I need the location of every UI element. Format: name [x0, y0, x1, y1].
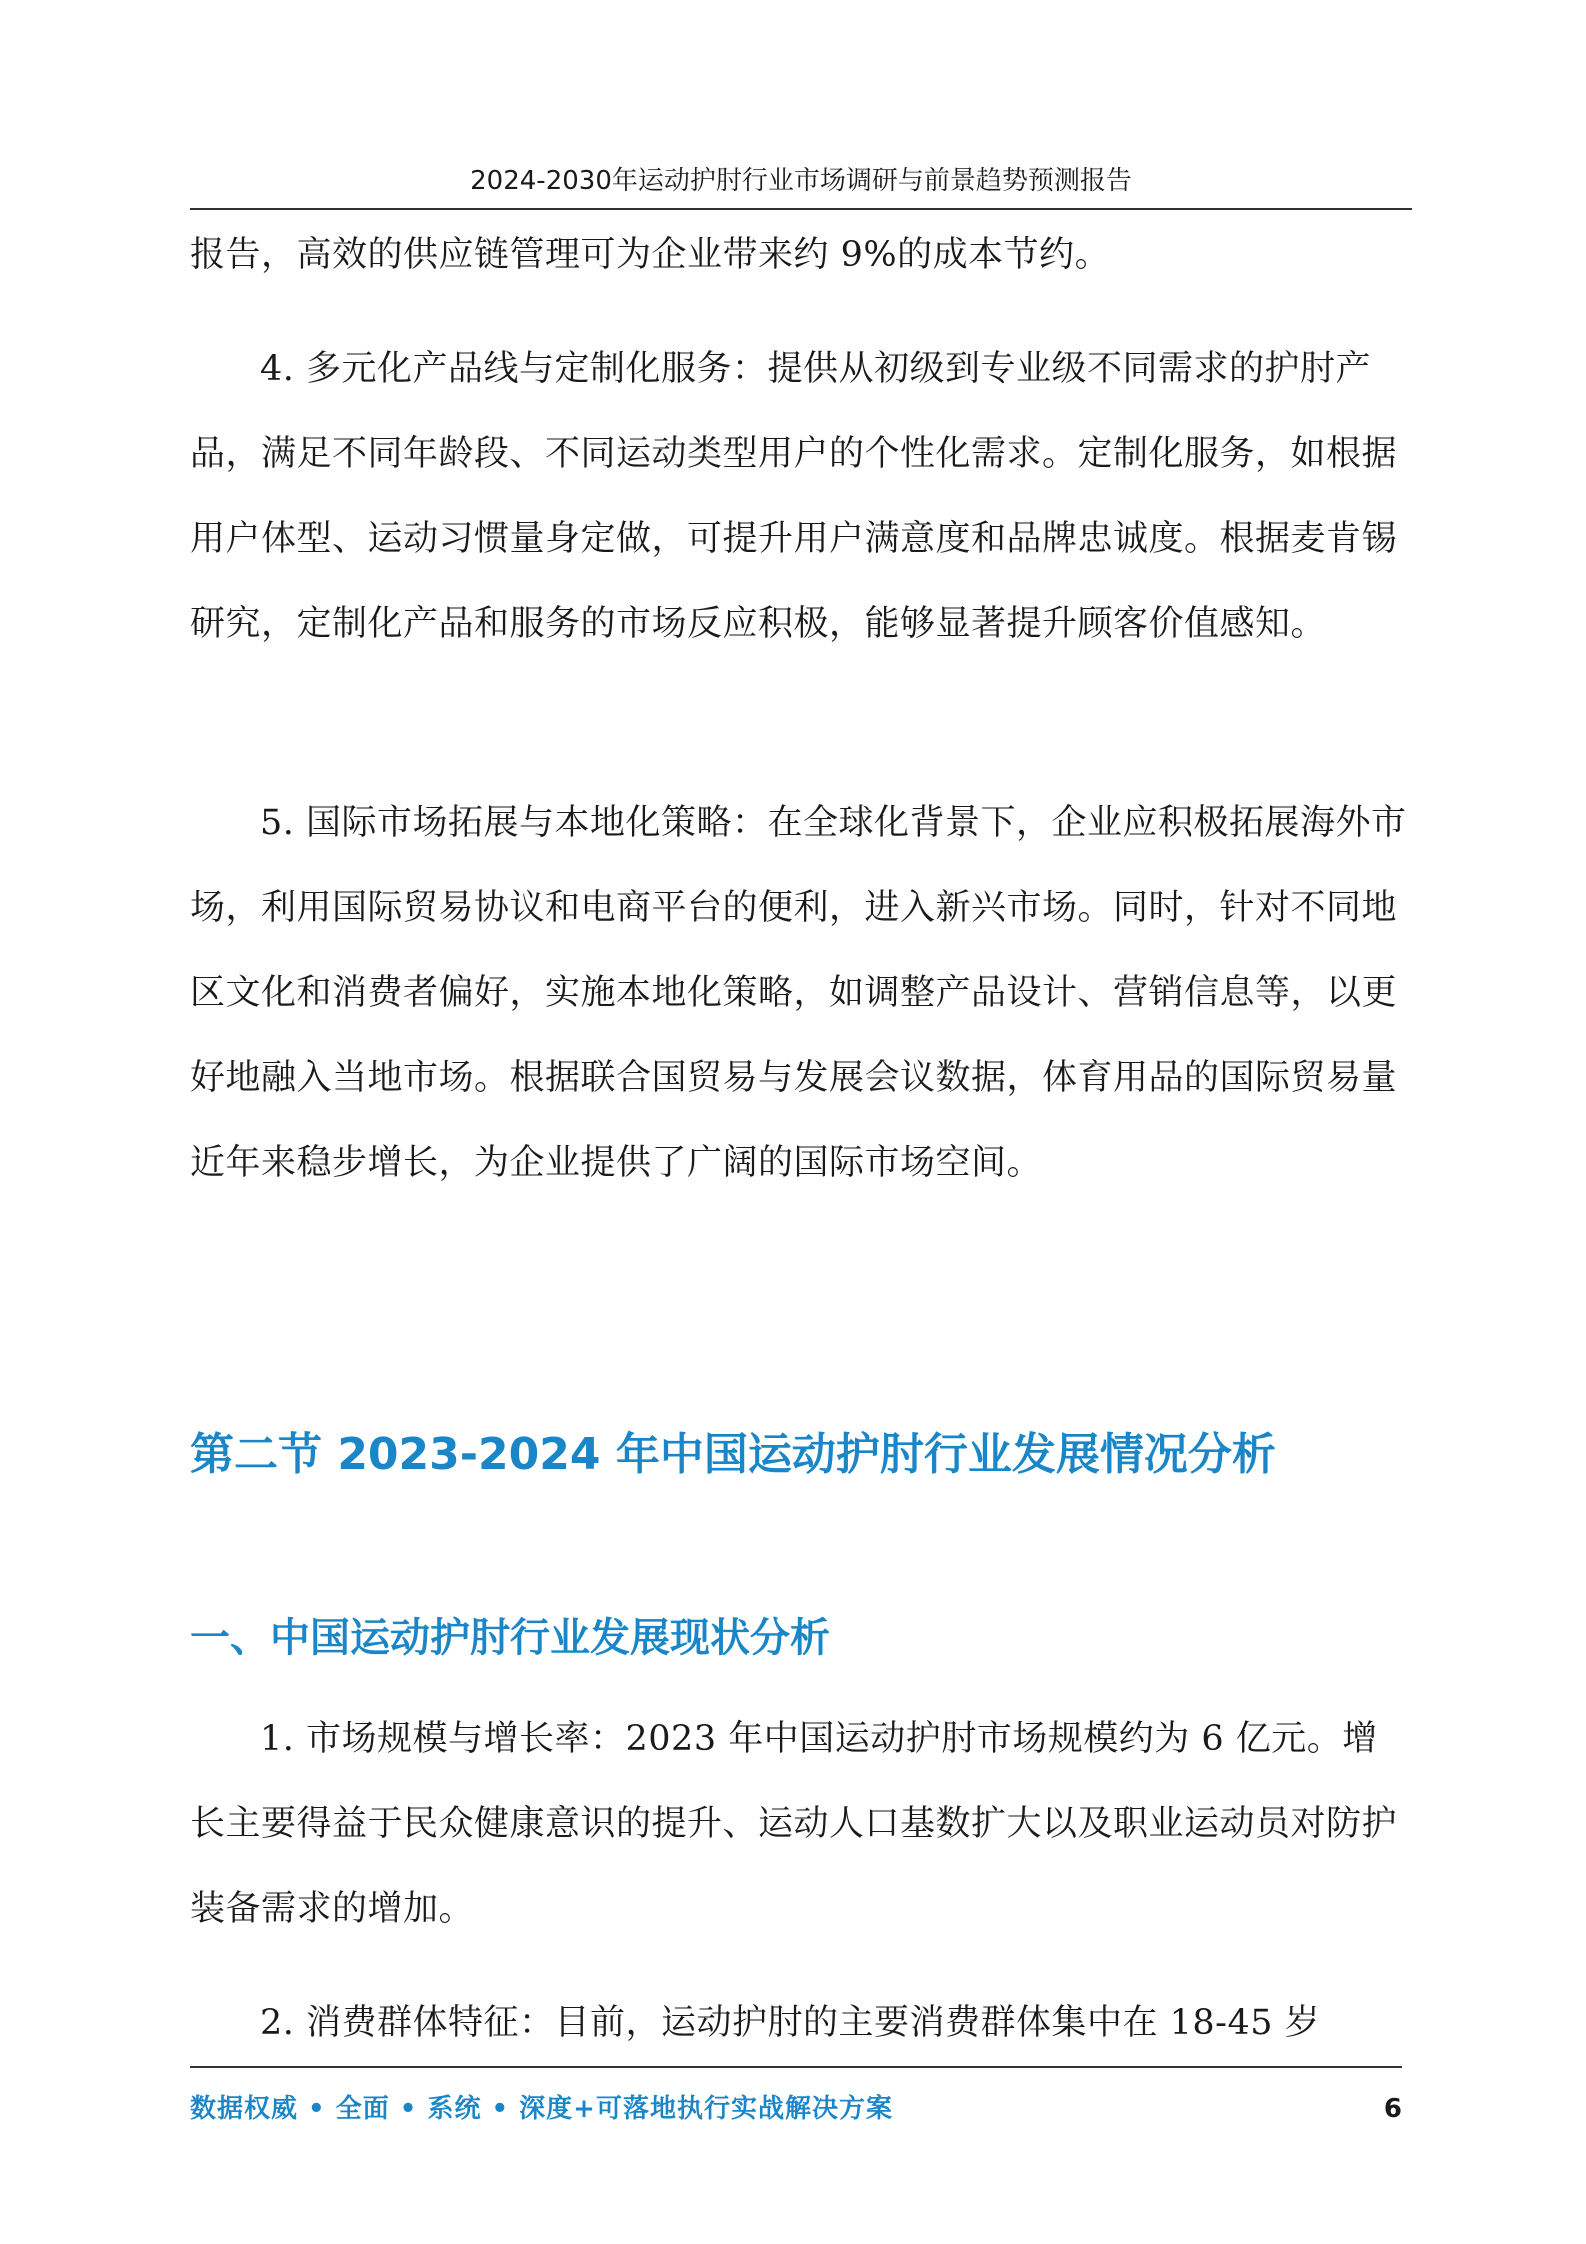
paragraph-consumer-group: 2. 消费群体特征：目前，运动护肘的主要消费群体集中在 18-45 岁	[260, 2003, 1321, 2043]
footer-slogan: 数据权威 • 全面 • 系统 • 深度+可落地执行实战解决方案	[190, 2094, 893, 2124]
subsection-title: 一、中国运动护肘行业发展现状分析	[190, 1615, 830, 1661]
paragraph-continued: 报告，高效的供应链管理可为企业带来约 9%的成本节约。	[190, 235, 1111, 275]
paragraph-item-4: 4. 多元化产品线与定制化服务：提供从初级到专业级不同需求的护肘产品，满足不同年龄段、不同运动类型用户的个性化需求。定制化服务，如根据用户体型、运动习惯量身定做，可提升用户满意度和品牌忠诚度。根据麦肯锡研究，定制化产品和服务的市场反应积极，能够显著提升顾客价值感知。	[190, 349, 1398, 644]
section-title: 第二节 2023-2024 年中国运动护肘行业发展情况分析	[190, 1429, 1276, 1480]
report-header-title: 2024-2030年运动护肘行业市场调研与前景趋势预测报告	[470, 166, 1132, 196]
header-divider	[190, 208, 1412, 210]
paragraph-market-size: 1. 市场规模与增长率：2023 年中国运动护肘市场规模约为 6 亿元。增长主要得益于民众健康意识的提升、运动人口基数扩大以及职业运动员对防护装备需求的增加。	[190, 1719, 1398, 1929]
footer-divider	[190, 2066, 1402, 2068]
page-number: 6	[1383, 2094, 1402, 2124]
paragraph-item-5: 5. 国际市场拓展与本地化策略：在全球化背景下，企业应积极拓展海外市场，利用国际贸易协议和电商平台的便利，进入新兴市场。同时，针对不同地区文化和消费者偏好，实施本地化策略，如调整产品设计、营销信息等，以更好地融入当地市场。根据联合国贸易与发展会议数据，体育用品的国际贸易量近年来稳步增长，为企业提供了广阔的国际市场空间。	[190, 803, 1407, 1183]
